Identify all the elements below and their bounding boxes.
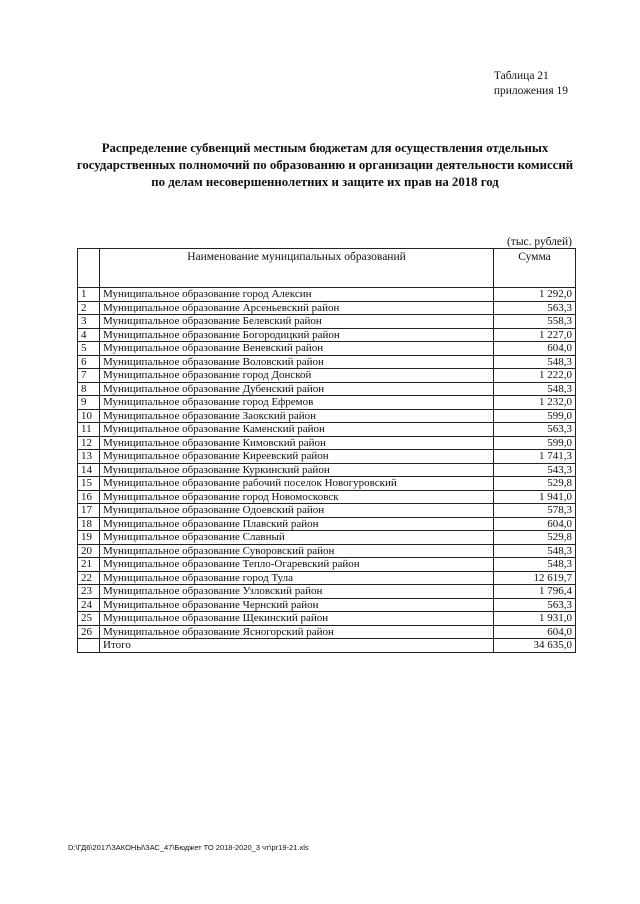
document-title [70,140,580,191]
table-number: Таблица 21 [493,70,549,82]
total-row [78,639,576,653]
row-name: Итого [100,639,494,653]
row-sum: 604,0 [494,342,576,356]
row-number: 13 [78,450,100,464]
row-sum: 548,3 [494,382,576,396]
row-sum: 548,3 [494,558,576,572]
row-sum: 563,3 [494,423,576,437]
row-sum: 563,3 [494,301,576,315]
table-row [78,315,576,329]
row-name: Муниципальное образование Киреевский район [100,450,494,464]
table-row [78,558,576,572]
row-name: Муниципальное образование Заокский район [100,409,494,423]
table-row [78,585,576,599]
row-number: 1 [78,288,100,302]
row-sum: 1 292,0 [494,288,576,302]
table-row [78,450,576,464]
row-number: 4 [78,328,100,342]
row-number: 11 [78,423,100,437]
units-label: (тыс. рублей) [506,236,572,248]
row-number: 23 [78,585,100,599]
row-sum: 604,0 [494,517,576,531]
row-name: Муниципальное образование город Донской [100,369,494,383]
row-number: 14 [78,463,100,477]
row-name: Муниципальное образование Чернский район [100,598,494,612]
row-sum: 12 619,7 [494,571,576,585]
row-sum: 1 232,0 [494,396,576,410]
row-number: 21 [78,558,100,572]
row-sum: 563,3 [494,598,576,612]
table-row [78,504,576,518]
row-sum: 1 222,0 [494,369,576,383]
row-name: Муниципальное образование Богородицкий район [100,328,494,342]
row-name: Муниципальное образование рабочий поселок Новогуровский [100,477,494,491]
row-number: 25 [78,612,100,626]
row-number: 20 [78,544,100,558]
table-row [78,301,576,315]
table-row [78,409,576,423]
table-row [78,517,576,531]
table-row [78,342,576,356]
row-sum: 548,3 [494,355,576,369]
row-name: Муниципальное образование Белевский район [100,315,494,329]
row-number: 3 [78,315,100,329]
row-name: Муниципальное образование Кимовский район [100,436,494,450]
row-number: 5 [78,342,100,356]
row-sum: 578,3 [494,504,576,518]
row-number: 26 [78,625,100,639]
row-sum: 599,0 [494,409,576,423]
row-name: Муниципальное образование Суворовский район [100,544,494,558]
header-sum: Сумма [494,249,576,288]
table-row [78,328,576,342]
table-row [78,477,576,491]
table-row [78,571,576,585]
table-row [78,382,576,396]
row-name: Муниципальное образование Каменский район [100,423,494,437]
table-row [78,544,576,558]
table-row [78,612,576,626]
row-sum: 548,3 [494,544,576,558]
row-name: Муниципальное образование Тепло-Огаревский район [100,558,494,572]
row-number: 10 [78,409,100,423]
row-number: 19 [78,531,100,545]
table-row [78,490,576,504]
row-name: Муниципальное образование город Ефремов [100,396,494,410]
table-row [78,355,576,369]
row-name: Муниципальное образование Дубенский район [100,382,494,396]
row-sum: 604,0 [494,625,576,639]
row-sum: 1 796,4 [494,585,576,599]
table-row [78,288,576,302]
row-sum: 34 635,0 [494,639,576,653]
title-line-1: Распределение субвенций местным бюджетам для осуществления отдельных [101,141,549,155]
row-name: Муниципальное образование Ясногорский район [100,625,494,639]
header-name: Наименование муниципальных образований [100,249,494,288]
row-number: 7 [78,369,100,383]
row-name: Муниципальное образование Щекинский район [100,612,494,626]
table-reference [494,69,568,99]
row-sum: 1 941,0 [494,490,576,504]
header-number [78,249,100,288]
row-name: Муниципальное образование Одоевский район [100,504,494,518]
table-row [78,598,576,612]
row-name: Муниципальное образование Славный [100,531,494,545]
row-number: 18 [78,517,100,531]
row-name: Муниципальное образование город Тула [100,571,494,585]
row-number: 17 [78,504,100,518]
table-row [78,531,576,545]
row-sum: 1 931,0 [494,612,576,626]
table-row [78,436,576,450]
row-name: Муниципальное образование Веневский район [100,342,494,356]
row-sum: 543,3 [494,463,576,477]
row-number: 6 [78,355,100,369]
table-row [78,396,576,410]
row-sum: 529,8 [494,477,576,491]
row-name: Муниципальное образование Арсеньевский район [100,301,494,315]
row-number: 16 [78,490,100,504]
row-number: 2 [78,301,100,315]
row-name: Муниципальное образование Куркинский район [100,463,494,477]
title-line-2: государственных полномочий по образованию и организации деятельности комиссий [76,158,574,172]
row-sum: 558,3 [494,315,576,329]
row-sum: 599,0 [494,436,576,450]
row-name: Муниципальное образование Плавский район [100,517,494,531]
table-row [78,369,576,383]
row-number: 9 [78,396,100,410]
row-number [78,639,100,653]
row-number: 22 [78,571,100,585]
row-name: Муниципальное образование город Новомосковск [100,490,494,504]
file-path-footer: D:\ГД6\2017\ЗАКОНЫ\ЗАС_47\Бюджет ТО 2018-2020_3 чт\pr19-21.xls [68,843,309,852]
table-header-row [78,249,576,288]
appendix-number: приложения 19 [493,85,568,97]
row-name: Муниципальное образование Узловский район [100,585,494,599]
table-row [78,463,576,477]
row-number: 15 [78,477,100,491]
row-number: 24 [78,598,100,612]
row-name: Муниципальное образование город Алексин [100,288,494,302]
row-sum: 1 227,0 [494,328,576,342]
table-row [78,625,576,639]
subventions-table [77,248,576,653]
row-name: Муниципальное образование Воловский район [100,355,494,369]
row-number: 8 [78,382,100,396]
row-number: 12 [78,436,100,450]
table-row [78,423,576,437]
row-sum: 529,8 [494,531,576,545]
row-sum: 1 741,3 [494,450,576,464]
title-line-3: по делам несовершеннолетних и защите их прав на 2018 год [151,175,499,189]
